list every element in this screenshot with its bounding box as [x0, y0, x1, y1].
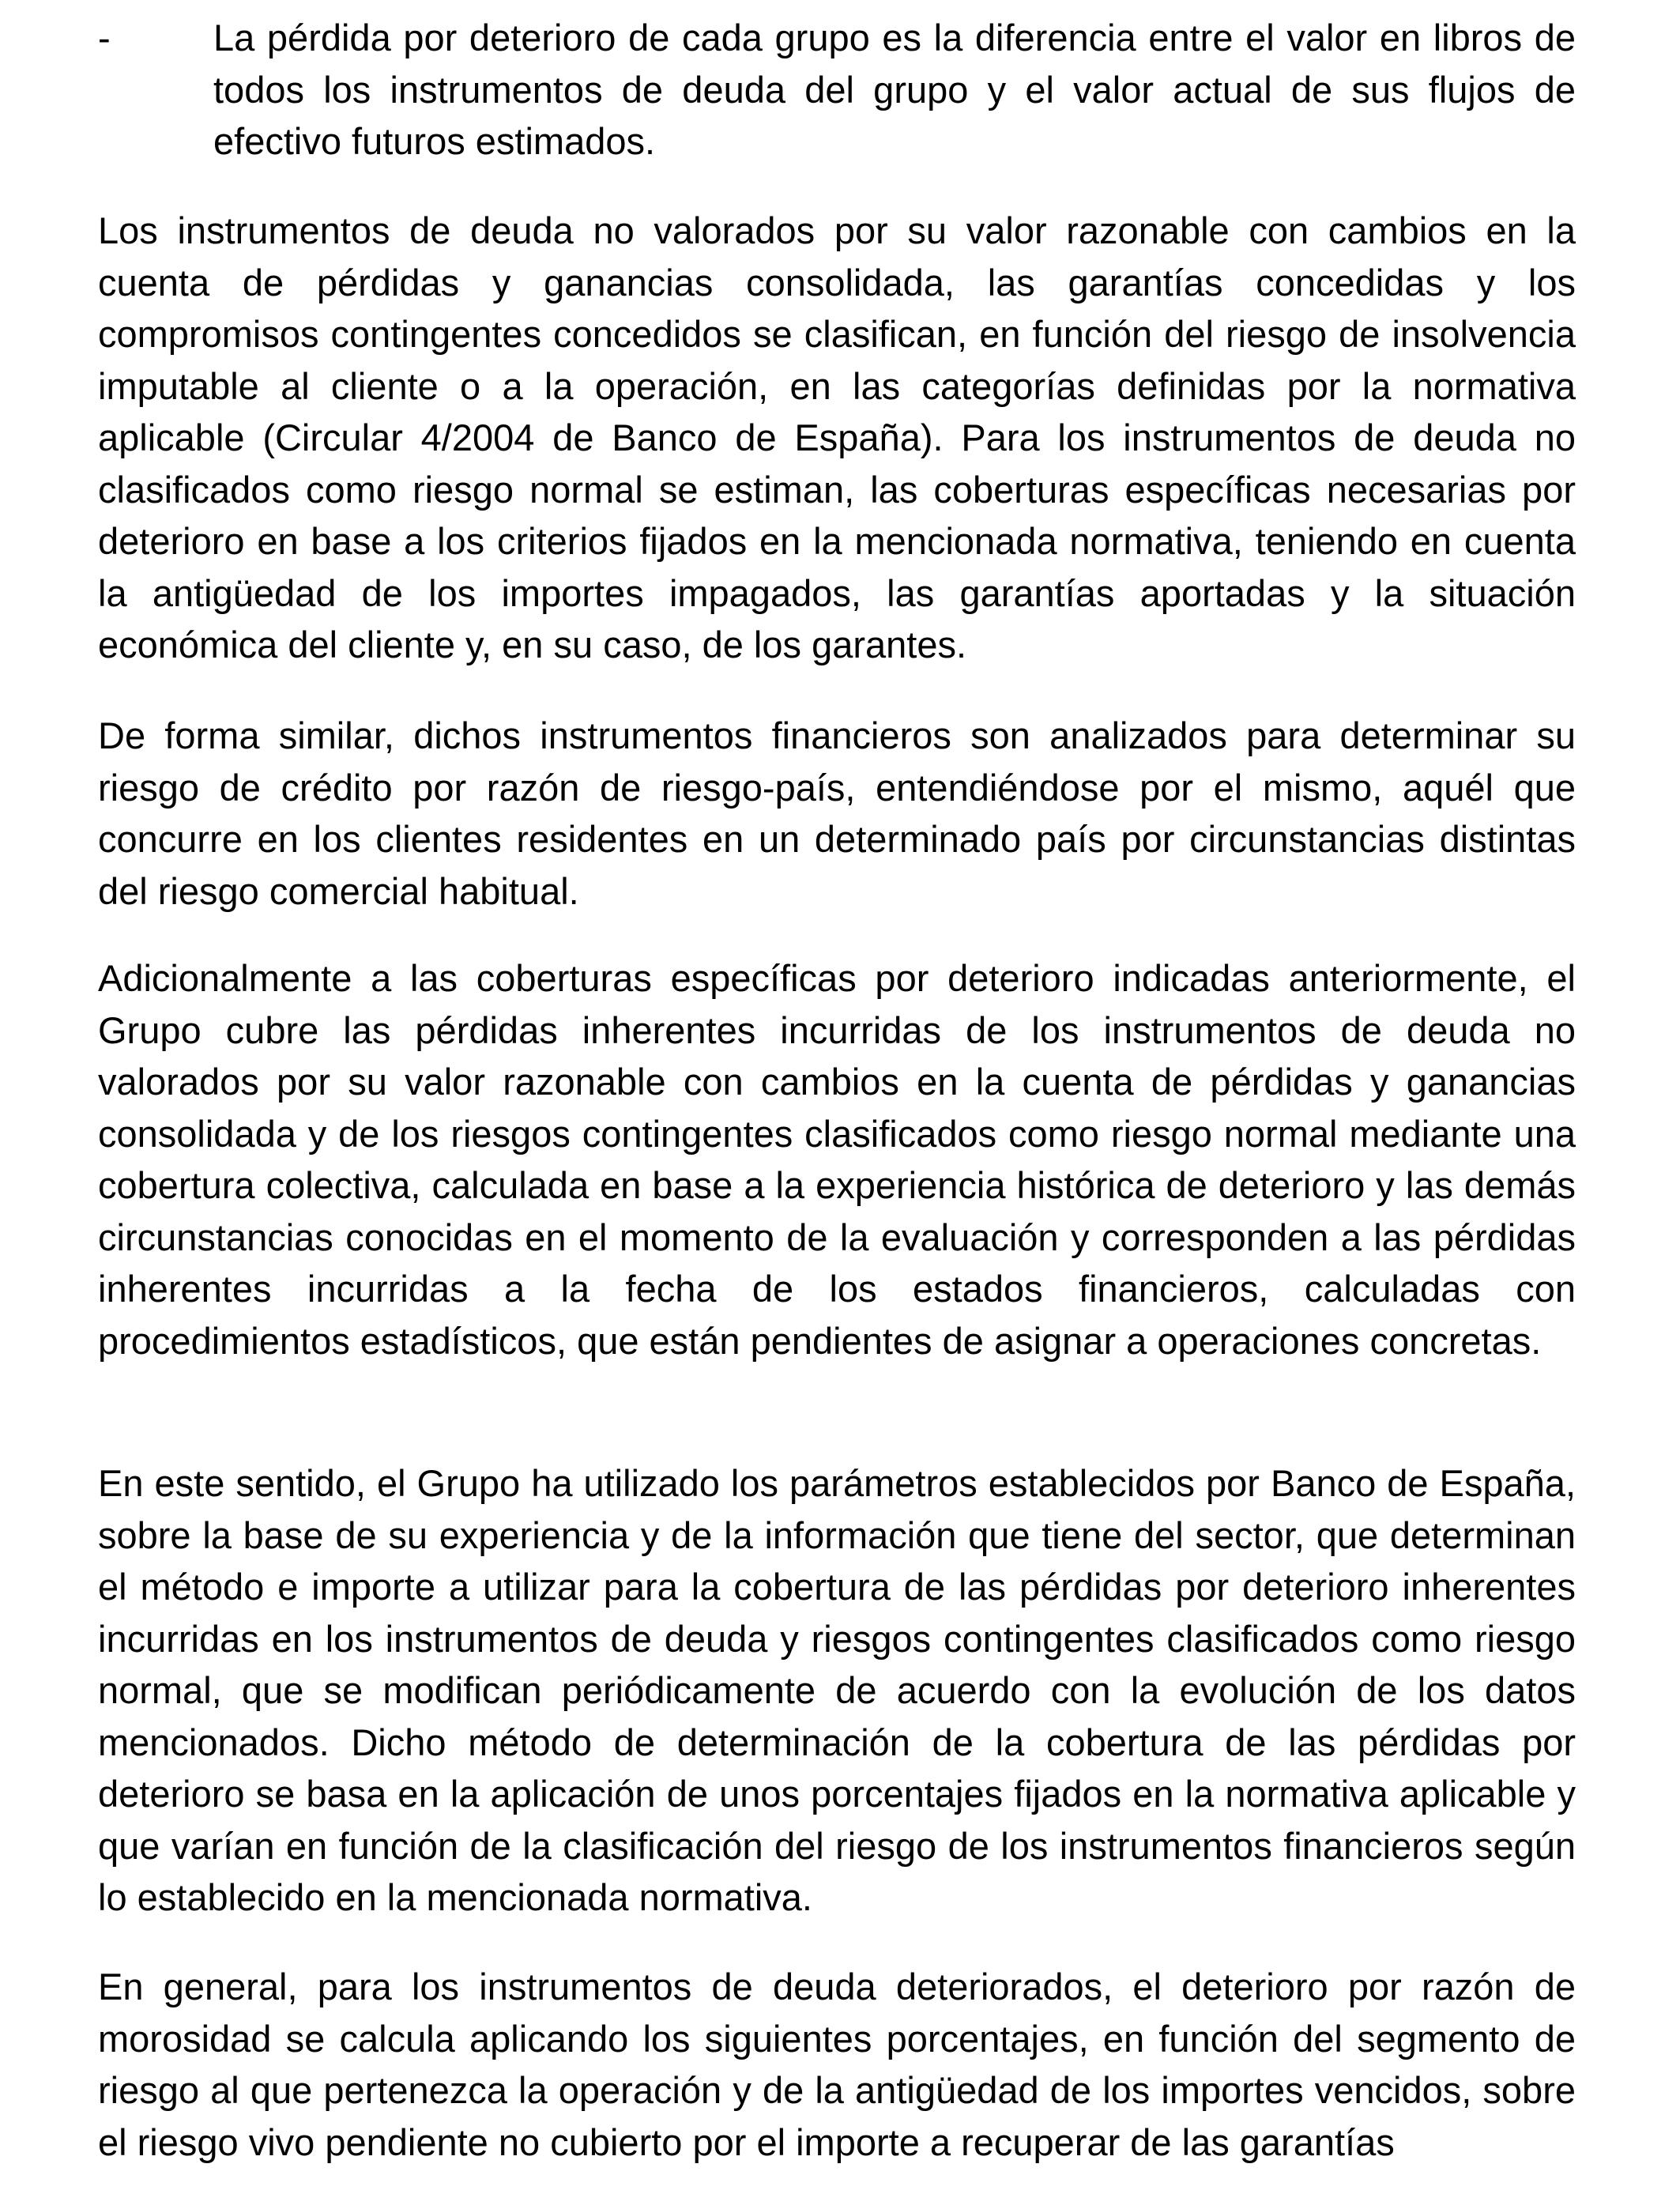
paragraph-bank-parameters: En este sentido, el Grupo ha utilizado los parámetros establecidos por Banco de España, sobre la base de su experiencia y de la información que tiene del sector, que determinan el método e importe a utilizar para la cobertura de las pérdidas por deterioro inherentes incurridas en los instrumentos de deuda y riesgos contingentes clasificados como riesgo normal, que se modifican periódicamente de acuerdo con la evolución de los datos mencionados. Dicho método de determinación de la cobertura de las pérdidas por deterioro se basa en la aplicación de unos porcentajes fijados en la normativa aplicable y que varían en función de la clasificación del riesgo de los instrumentos financieros según lo establecido en la mencionada normativa. [98, 1462, 1576, 1918]
bullet-text: La pérdida por deterioro de cada grupo es la diferencia entre el valor en libros de todos los instrumentos de deuda del grupo y el valor actual de sus flujos de efectivo futuros estimados. [213, 17, 1576, 162]
paragraph-delinquency-percentages: En general, para los instrumentos de deuda deteriorados, el deterioro por razón de morosidad se calcula aplicando los siguientes porcentajes, en función del segmento de riesgo al que pertenezca la operación y de la antigüedad de los importes vencidos, sobre el riesgo vivo pendiente no cubierto por el importe a recuperar de las garantías [98, 1966, 1576, 2163]
paragraph-country-risk: De forma similar, dichos instrumentos financieros son analizados para determinar su riesgo de crédito por razón de riesgo-país, entendiéndose por el mismo, aquél que concurre en los clientes residentes en un determinado país por circunstancias distintas del riesgo comercial habitual. [98, 714, 1576, 912]
paragraph-collective-coverage: Adicionalmente a las coberturas específicas por deterioro indicadas anteriormente, el Grupo cubre las pérdidas inherentes incurridas de los instrumentos de deuda no valorados por su valor razonable con cambios en la cuenta de pérdidas y ganancias consolidada y de los riesgos contingentes clasificados como riesgo normal mediante una cobertura colectiva, calculada en base a la experiencia histórica de deterioro y las demás circunstancias conocidas en el momento de la evaluación y corresponden a las pérdidas inherentes incurridas a la fecha de los estados financieros, calculadas con procedimientos estadísticos, que están pendientes de asignar a operaciones concretas. [98, 957, 1576, 1362]
bullet-marker: - [98, 17, 111, 58]
paragraph-classification: Los instrumentos de deuda no valorados por su valor razonable con cambios en la cuenta de pérdidas y ganancias consolidada, las garantías concedidas y los compromisos contingentes concedidos se clasifican, en función del riesgo de insolvencia imputable al cliente o a la operación, en las categorías definidas por la normativa aplicable (Circular 4/2004 de Banco de España). Para los instrumentos de deuda no clasificados como riesgo normal se estiman, las coberturas específicas necesarias por deterioro en base a los criterios fijados en la mencionada normativa, teniendo en cuenta la antigüedad de los importes impagados, las garantías aportadas y la situación económica del cliente y, en su caso, de los garantes. [98, 209, 1576, 665]
